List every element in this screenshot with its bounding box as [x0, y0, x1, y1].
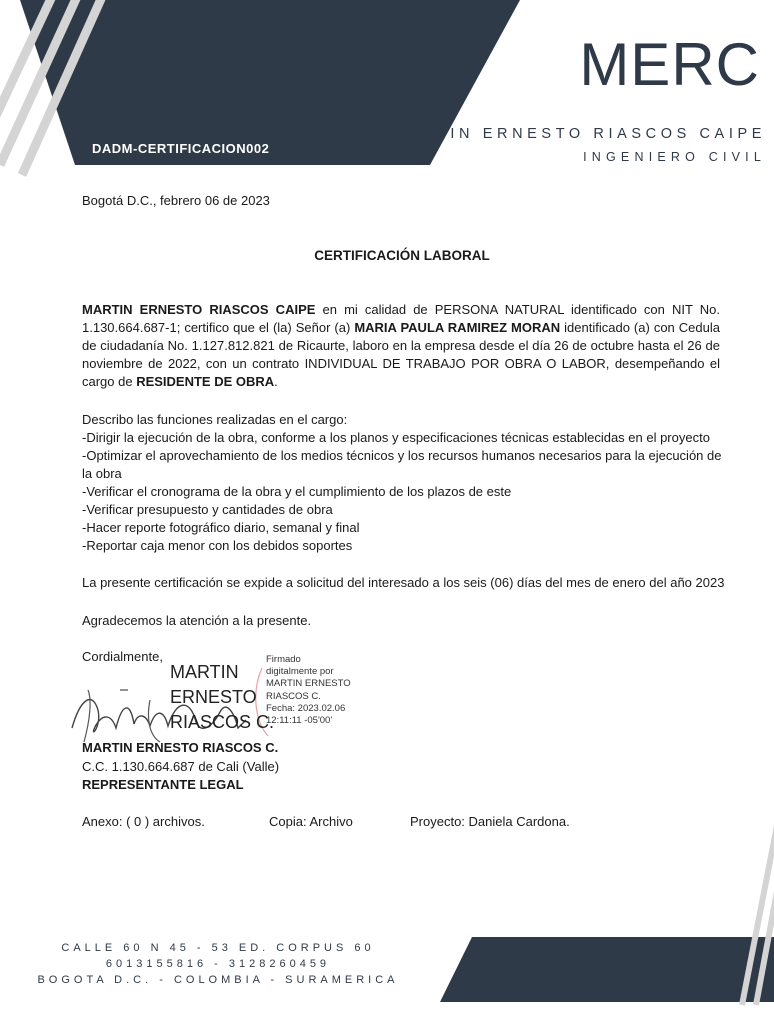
annex-count: Anexo: ( 0 ) archivos. — [82, 814, 205, 829]
functions-list — [82, 411, 722, 555]
certifier-name: MARTIN ERNESTO RIASCOS CAIPE — [82, 302, 316, 317]
project-note: Proyecto: Daniela Cardona. — [410, 814, 570, 829]
signature-flourish — [84, 690, 160, 742]
thanks-statement: Agradecemos la atención a la presente. — [82, 613, 312, 628]
footer-address: CALLE 60 N 45 - 53 ED. CORPUS 60 — [61, 942, 375, 954]
para-text-2: identificado (a) con Cedula de ciudadanía No. 1.127.812.821 de Ricaurte, laboro en la empresa desde el día 26 de octubre hasta el 26 de noviembre de 2022, con un contrato INDIVIDUAL DE TRABAJO POR OBRA O LABOR, desempeñando el cargo de — [82, 320, 720, 389]
functions-intro: Describo las funciones realizadas en el cargo: — [82, 412, 348, 427]
function-item: -Verificar el cronograma de la obra y el cumplimiento de los plazos de este — [82, 484, 512, 499]
footer-banner — [440, 937, 774, 1002]
signer-name: MARTIN ERNESTO RIASCOS C. — [82, 740, 279, 755]
para-text-1: en mi calidad de PERSONA NATURAL identificado con NIT No. 1.130.664.687-1; certifico que el (la) Señor (a) — [82, 302, 721, 335]
function-item: -Verificar presupuesto y cantidades de obra — [82, 502, 333, 517]
employee-name: MARIA PAULA RAMIREZ MORAN — [354, 320, 561, 335]
document-code: DADM-CERTIFICACION002 — [92, 141, 270, 156]
letter-title: CERTIFICACIÓN LABORAL — [314, 248, 490, 263]
footer-location: BOGOTA D.C. - COLOMBIA - SURAMERICA — [37, 974, 399, 986]
copy-note: Copia: Archivo — [269, 814, 353, 829]
owner-name: MARTIN ERNESTO RIASCOS CAIPE — [391, 126, 766, 142]
function-item: -Hacer reporte fotográfico diario, semanal y final — [82, 520, 360, 535]
function-item: -Reportar caja menor con los debidos soportes — [82, 538, 353, 553]
salutation: Cordialmente, — [82, 649, 163, 664]
letter-date: Bogotá D.C., febrero 06 de 2023 — [82, 193, 270, 208]
certification-paragraph — [82, 301, 720, 391]
function-item: -Dirigir la ejecución de la obra, conforme a los planos y especificaciones técnicas establecidas en el proyecto — [82, 430, 710, 445]
signer-id: C.C. 1.130.664.687 de Cali (Valle) — [82, 758, 280, 774]
footer-phones: 6013155816 - 3128260459 — [105, 958, 331, 970]
owner-title: INGENIERO CIVIL — [583, 150, 766, 164]
closing-statement: La presente certificación se expide a solicitud del interesado a los seis (06) días del mes de enero del año 2023 — [82, 575, 725, 590]
company-logo: MERC — [579, 31, 760, 98]
signer-block — [82, 739, 279, 795]
employee-role: RESIDENTE DE OBRA — [136, 374, 275, 389]
signer-role: REPRESENTANTE LEGAL — [82, 777, 244, 792]
digital-signature-info: Firmado digitalmente por MARTIN ERNESTO RIASCOS C. Fecha: 2023.02.06 12:11:11 -05'00' — [266, 654, 351, 727]
digital-signature-name: MARTIN ERNESTO RIASCOS C. — [170, 662, 275, 732]
function-item: -Optimizar el aprovechamiento de los medios técnicos y los recursos humanos necesarios para la ejecución de la obra — [82, 448, 722, 481]
para-end: . — [274, 374, 278, 389]
